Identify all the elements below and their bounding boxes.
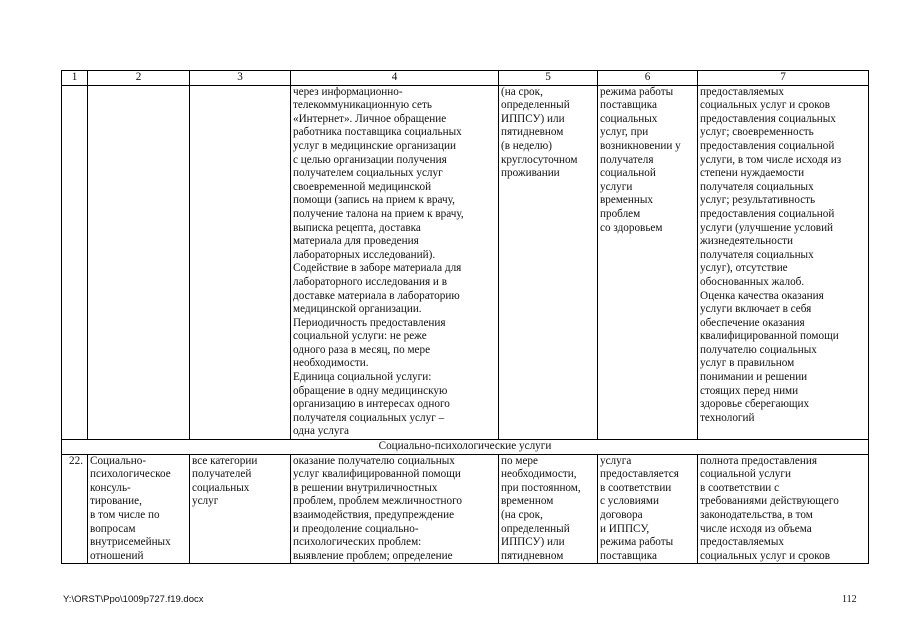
service-conditions-cell: режима работы поставщика социальных услуг, при возникновении у получателя социальной услуги временных проблем со здоровьем bbox=[598, 85, 698, 439]
table-row-continued bbox=[62, 85, 869, 439]
column-number-row bbox=[62, 71, 869, 86]
column-number: 2 bbox=[88, 71, 190, 86]
quality-criteria-cell: полнота предоставления социальной услуги в соответствии с требованиями действующего законодательства, в том числе исходя из объема предоставляемых социальных услуг и сроков bbox=[698, 454, 869, 564]
row-number-cell bbox=[62, 85, 88, 439]
recipient-category-cell: все категории получателей социальных услуг bbox=[190, 454, 291, 564]
file-path-footer: Y:\ORST\Ppo\1009p727.f19.docx bbox=[63, 594, 204, 605]
row-number-cell: 22. bbox=[62, 454, 88, 564]
service-name-cell: Социально- психологическое консуль- тирование, в том числе по вопросам внутрисемейных отношений bbox=[88, 454, 190, 564]
service-description-cell: через информационно- телекоммуникационную сеть «Интернет». Личное обращение работника поставщика социальных услуг в медицинские организации с целью организации получения получателем социальных услуг своевременной медицинской помощи (запись на прием к врачу, получение талона на прием к врачу, выписка рецепта, доставка материала для проведения лабораторных исследований). Содействие в заборе материала для лабораторного исследования и в доставке материала в лабораторию медицинской организации. Периодичность предоставления социальной услуги: не реже одного раза в месяц, по мере необходимости. Единица социальной услуги: обращение в одну медицинскую организацию в интересах одного получателя социальных услуг – одна услуга bbox=[291, 85, 499, 439]
column-number: 1 bbox=[62, 71, 88, 86]
service-description-cell: оказание получателю социальных услуг квалифицированной помощи в решении внутриличностных проблем, проблем межличностного взаимодействия, предупреждение и преодоление социально- психологических проблем: выявление проблем; определение bbox=[291, 454, 499, 564]
service-conditions-cell: услуга предоставляется в соответствии с условиями договора и ИППСУ, режима работы поставщика bbox=[598, 454, 698, 564]
column-number: 4 bbox=[291, 71, 499, 86]
service-frequency-cell: (на срок, определенный ИППСУ) или пятидневном (в неделю) круглосуточном проживании bbox=[499, 85, 598, 439]
services-table bbox=[61, 70, 869, 564]
column-number: 7 bbox=[698, 71, 869, 86]
column-number: 3 bbox=[190, 71, 291, 86]
service-name-cell bbox=[88, 85, 190, 439]
table-row bbox=[62, 454, 869, 564]
section-row bbox=[62, 440, 869, 455]
column-number: 5 bbox=[499, 71, 598, 86]
quality-criteria-cell: предоставляемых социальных услуг и сроков предоставления социальных услуг; своевременность предоставления социальной услуги, в том числе исходя из степени нуждаемости получателя социальных услуг; результативность предоставления социальной услуги (улучшение условий жизнедеятельности получателя социальных услуг), отсутствие обоснованных жалоб. Оценка качества оказания услуги включает в себя обеспечение оказания квалифицированной помощи получателю социальных услуг в правильном понимании и решении стоящих перед ними здоровье сберегающих технологий bbox=[698, 85, 869, 439]
service-frequency-cell: по мере необходимости, при постоянном, временном (на срок, определенный ИППСУ) или пятидневном bbox=[499, 454, 598, 564]
column-number: 6 bbox=[598, 71, 698, 86]
recipient-category-cell bbox=[190, 85, 291, 439]
page-number: 112 bbox=[842, 594, 857, 605]
section-title: Социально-психологические услуги bbox=[62, 440, 869, 455]
